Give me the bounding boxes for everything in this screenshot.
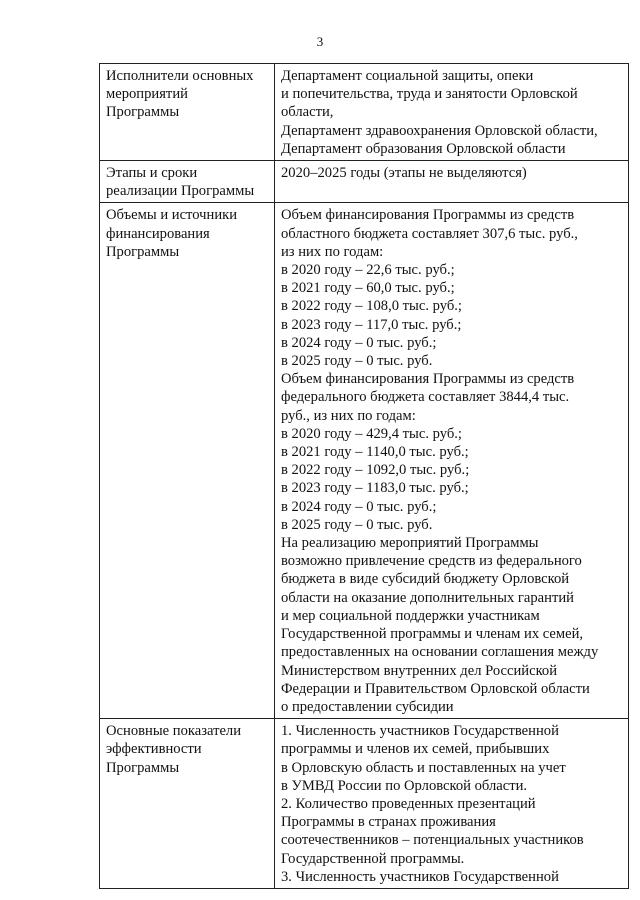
label-line: мероприятий	[106, 86, 188, 103]
value-line: возможно привлечение средств из федерального	[281, 553, 582, 570]
value-line: в 2021 году – 60,0 тыс. руб.;	[281, 280, 455, 297]
value-line: 2020–2025 годы (этапы не выделяются)	[281, 165, 527, 182]
value-line: в 2021 году – 1140,0 тыс. руб.;	[281, 444, 469, 461]
value-line: руб., из них по годам:	[281, 407, 416, 424]
value-line: соотечественников – потенциальных участников	[281, 832, 584, 849]
value-line: в 2025 году – 0 тыс. руб.	[281, 516, 433, 533]
value-line: Департамент образования Орловской области	[281, 140, 566, 157]
label-line: эффективности	[106, 741, 202, 758]
value-line: На реализацию мероприятий Программы	[281, 535, 539, 552]
value-line: программы и членов их семей, прибывших	[281, 741, 550, 758]
value-line: области на оказание дополнительных гарантий	[281, 589, 574, 606]
row-value-stages	[275, 161, 629, 203]
row-value-executors	[275, 64, 629, 161]
value-line: областного бюджета составляет 307,6 тыс. руб.,	[281, 225, 578, 242]
label-line: Исполнители основных	[106, 68, 254, 84]
value-line: в 2024 году – 0 тыс. руб.;	[281, 498, 437, 515]
row-value-indicators	[275, 719, 629, 889]
value-line: Объем финансирования Программы из средств	[281, 371, 575, 388]
value-line: в 2024 году – 0 тыс. руб.;	[281, 334, 437, 351]
row-label-funding	[100, 203, 275, 719]
value-line: федерального бюджета составляет 3844,4 тыс.	[281, 389, 570, 406]
value-line: в 2023 году – 117,0 тыс. руб.;	[281, 316, 462, 333]
value-line: Министерством внутренних дел Российской	[281, 662, 558, 679]
value-line: Объем финансирования Программы из средств	[281, 207, 575, 224]
label-line: Программы	[106, 104, 180, 121]
label-line: финансирования	[106, 225, 210, 242]
value-line: Программы в странах проживания	[281, 814, 496, 831]
value-line: Федерации и Правительством Орловской области	[281, 680, 590, 697]
value-line: Департамент социальной защиты, опеки	[281, 68, 534, 84]
label-line: реализации Программы	[106, 183, 255, 200]
label-line: Объемы и источники	[106, 207, 238, 224]
label-line: Программы	[106, 243, 180, 260]
value-line: в 2022 году – 108,0 тыс. руб.;	[281, 298, 462, 315]
table-row-funding	[100, 203, 629, 719]
row-label-stages	[100, 161, 275, 203]
value-line: в 2022 году – 1092,0 тыс. руб.;	[281, 462, 470, 479]
value-line: и попечительства, труда и занятости Орловской	[281, 86, 578, 103]
value-line: в 2025 году – 0 тыс. руб.	[281, 353, 433, 370]
label-line: Этапы и сроки	[106, 165, 198, 182]
label-line: Основные показатели	[106, 723, 242, 740]
row-label-executors	[100, 64, 275, 161]
table-row-indicators	[100, 719, 629, 889]
value-line: 2. Количество проведенных презентаций	[281, 795, 536, 812]
value-line: и мер социальной поддержки участникам	[281, 607, 540, 624]
value-line: бюджета в виде субсидий бюджету Орловской	[281, 571, 570, 588]
value-line: о предоставлении субсидии	[281, 698, 454, 715]
value-line: из них по годам:	[281, 243, 384, 260]
page-number: 3	[316, 34, 324, 49]
value-line: 3. Численность участников Государственной	[281, 868, 559, 885]
table-row-executors	[100, 64, 629, 161]
value-line: предоставленных на основании соглашения между	[281, 644, 599, 661]
value-line: Департамент здравоохранения Орловской области,	[281, 122, 598, 139]
row-label-indicators	[100, 719, 275, 889]
row-value-funding	[275, 203, 629, 719]
value-line: в 2020 году – 429,4 тыс. руб.;	[281, 425, 462, 442]
value-line: Государственной программы.	[281, 850, 465, 867]
value-line: в 2020 году – 22,6 тыс. руб.;	[281, 262, 455, 279]
value-line: в УМВД России по Орловской области.	[281, 777, 528, 794]
value-line: области,	[281, 104, 334, 121]
program-passport-table	[99, 63, 629, 889]
table-row-stages	[100, 161, 629, 203]
value-line: в 2023 году – 1183,0 тыс. руб.;	[281, 480, 469, 497]
label-line: Программы	[106, 759, 180, 776]
value-line: в Орловскую область и поставленных на учет	[281, 759, 566, 776]
value-line: Государственной программы и членам их семей,	[281, 626, 584, 643]
value-line: 1. Численность участников Государственной	[281, 723, 559, 740]
